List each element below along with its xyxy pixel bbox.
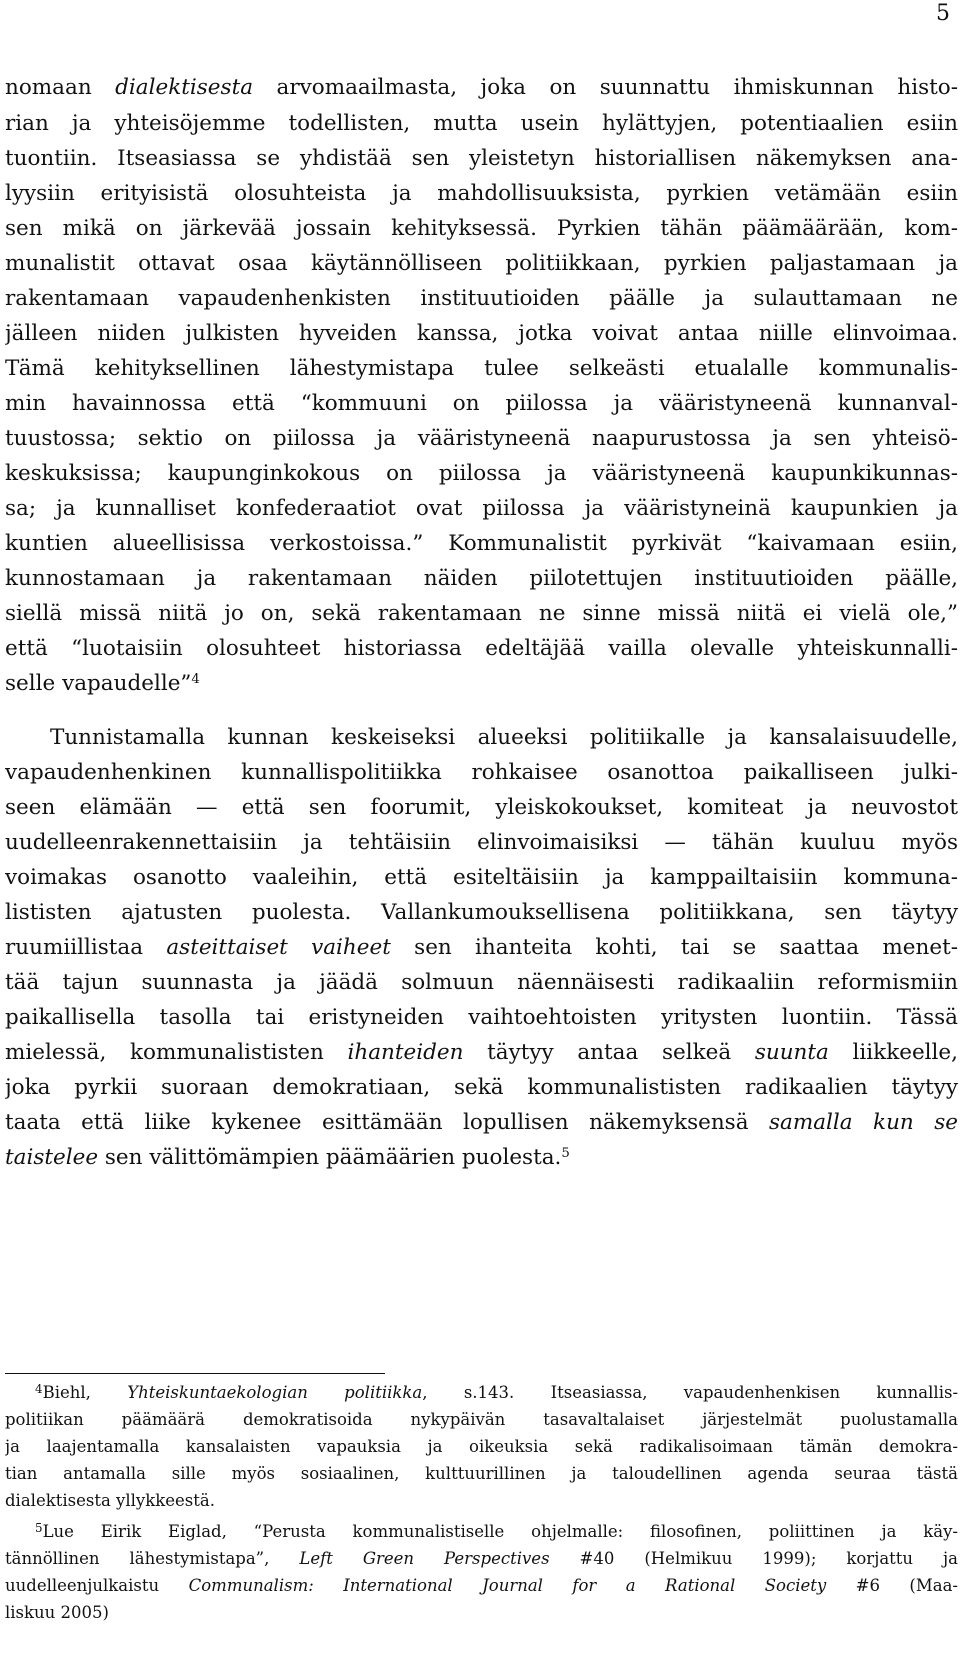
text-line: seen elämään — että sen foorumit, yleiskokoukset, komiteat ja neuvostot (5, 795, 958, 820)
text-line: taistelee sen välittömämpien päämäärien puolesta.$^5$ (5, 1145, 570, 1170)
text-line: lististen ajatusten puolesta. Vallankumouksellisena politiikkana, sen täytyy (5, 900, 958, 925)
text-line: Tämä kehityksellinen lähestymistapa tulee selkeästi etualalle kommunalis- (5, 356, 958, 381)
text-line: joka pyrkii suoraan demokratiaan, sekä kommunalististen radikaalien täytyy (5, 1075, 958, 1100)
text-line: tuustossa; sektio on piilossa ja vääristyneenä naapurustossa ja sen yhteisö- (5, 426, 958, 451)
text-line: rian ja yhteisöjemme todellisten, mutta usein hylättyjen, potentiaalien esiin (5, 111, 958, 136)
footnote-line: ja laajentamalla kansalaisten vapauksia ja oikeuksia sekä radikalisoimaan tämän demokra- (5, 1437, 958, 1456)
text-line: että “luotaisiin olosuhteet historiassa edeltäjää vailla olevalle yhteiskunnalli- (5, 636, 958, 661)
footnote-rule (5, 1373, 385, 1374)
text-line: munalistit ottavat osaa käytännölliseen politiikkaan, pyrkien paljastamaan ja (5, 251, 958, 276)
text-line: taata että liike kykenee esittämään lopullisen näkemyksensä samalla kun se (5, 1110, 958, 1135)
footnote-line: uudelleenjulkaistu Communalism: International Journal for a Rational Society #6 (Maa- (5, 1576, 958, 1595)
text-line: nomaan dialektisesta arvomaailmasta, joka on suunnattu ihmiskunnan histo- (5, 75, 958, 100)
text-line: jälleen niiden julkisten hyveiden kanssa, jotka voivat antaa niille elinvoimaa. (5, 321, 958, 346)
footnote-line: tännöllinen lähestymistapa”, Left Green Perspectives #40 (Helmikuu 1999); korjattu ja (5, 1549, 958, 1568)
text-line: min havainnossa että “kommuuni on piilossa ja vääristyneenä kunnanval- (5, 391, 958, 416)
text-line: paikallisella tasolla tai eristyneiden vaihtoehtoisten yritysten luontiin. Tässä (5, 1005, 958, 1030)
text-line: siellä missä niitä jo on, sekä rakentamaan ne sinne missä niitä ei vielä ole,” (5, 601, 958, 626)
text-line: keskuksissa; kaupunginkokous on piilossa ja vääristyneenä kaupunkikunnas- (5, 461, 958, 486)
footnote-line: $^4$Biehl, Yhteiskuntaekologian politiikka, s.143. Itseasiassa, vapaudenhenkisen kunnallis- (35, 1381, 958, 1402)
footnote-line: liskuu 2005) (5, 1603, 109, 1622)
text-line: sen mikä on järkevää jossain kehityksessä. Pyrkien tähän päämäärään, kom- (5, 216, 958, 241)
footnote-line: politiikan päämäärä demokratisoida nykypäivän tasavaltalaiset järjestelmät puolustamalla (5, 1410, 958, 1429)
text-line: voimakas osanotto vaaleihin, että esiteltäisiin ja kamppailtaisiin kommuna- (5, 865, 958, 890)
footnote-mark-4: 4 (35, 1381, 43, 1396)
text-line: uudelleenrakennettaisiin ja tehtäisiin elinvoimaisiksi — tähän kuuluu myös (5, 830, 958, 855)
text-line: Tunnistamalla kunnan keskeiseksi alueeksi politiikalle ja kansalaisuudelle, (50, 725, 958, 750)
footnote-line: $^5$Lue Eirik Eiglad, “Perusta kommunalistiselle ohjelmalle: filosofinen, poliittinen ja käy- (35, 1520, 958, 1541)
text-line: ruumiillistaa asteittaiset vaiheet sen ihanteita kohti, tai se saattaa menet- (5, 935, 958, 960)
text-line: sa; ja kunnalliset konfederaatiot ovat piilossa ja vääristyneinä kaupunkien ja (5, 496, 958, 521)
page-number: 5 (936, 1, 950, 26)
text-line: kunnostamaan ja rakentamaan näiden piilotettujen instituutioiden päälle, (5, 566, 958, 591)
footnote-line: tian antamalla sille myös sosiaalinen, kulttuurillinen ja taloudellinen agenda seuraa tästä (5, 1464, 958, 1483)
footnote-mark-5: 5 (35, 1520, 43, 1535)
text-line: tää tajun suunnasta ja jäädä solmuun näennäisesti radikaaliin reformismiin (5, 970, 958, 995)
text-line: kuntien alueellisissa verkostoissa.” Kommunalistit pyrkivät “kaivamaan esiin, (5, 531, 958, 556)
footnote-ref-5[interactable]: 5 (561, 1145, 570, 1161)
footnote-line: dialektisesta yllykkeestä. (5, 1491, 215, 1510)
text-line: rakentamaan vapaudenhenkisten instituutioiden päälle ja sulauttamaan ne (5, 286, 958, 311)
text-line: tuontiin. Itseasiassa se yhdistää sen yleistetyn historiallisen näkemyksen ana- (5, 146, 958, 171)
footnote-ref-4[interactable]: 4 (191, 671, 200, 687)
text-line: lyysiin erityisistä olosuhteista ja mahdollisuuksista, pyrkien vetämään esiin (5, 181, 958, 206)
text-line: vapaudenhenkinen kunnallispolitiikka rohkaisee osanottoa paikalliseen julki- (5, 760, 958, 785)
text-line: mielessä, kommunalististen ihanteiden täytyy antaa selkeä suunta liikkeelle, (5, 1040, 958, 1065)
text-line: selle vapaudelle”$^4$ (5, 671, 200, 696)
